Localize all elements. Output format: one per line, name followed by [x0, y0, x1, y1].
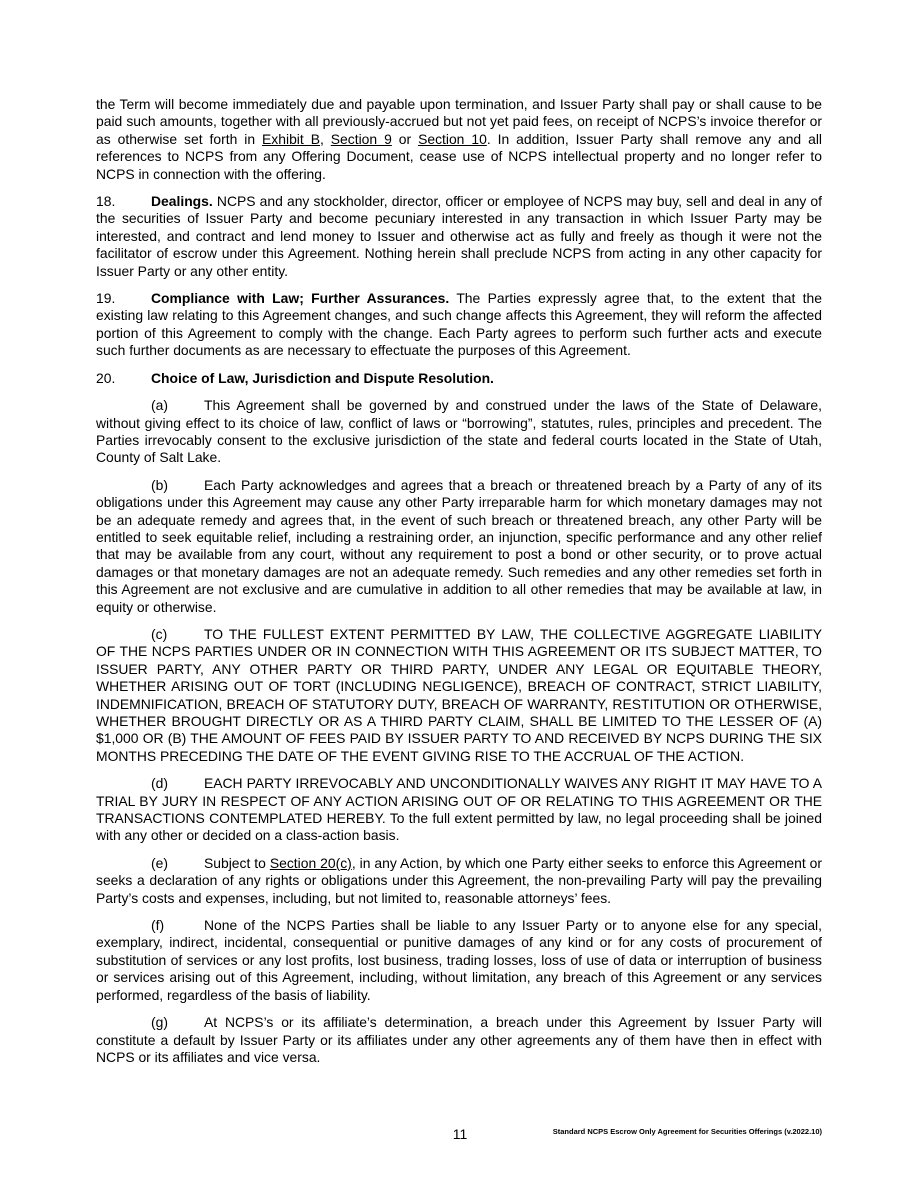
subsection-d: (d) EACH PARTY IRREVOCABLY AND UNCONDITIONALLY WAIVES ANY RIGHT IT MAY HAVE TO A TRIAL BY JURY IN RESPECT OF ANY ACTION ARISING OUT OF OR RELATING TO THIS AGREEMENT OR THE TRANSACTIONS CONTEMPLATED HEREBY. To the full extent permitted by law, no legal proceeding shall be joined with any other or decided on a class-action basis. — [96, 775, 822, 844]
section-title: Choice of Law, Jurisdiction and Dispute Resolution. — [151, 369, 494, 386]
subsection-f: (f) None of the NCPS Parties shall be liable to any Issuer Party or to anyone else for any special, exemplary, indirect, incidental, consequential or punitive damages of any kind or for any costs of procurement of substitution of services or any lost profits, lost business, trading losses, loss of use of data or interruption of business or services arising out of this Agreement, including, without limitation, any breach of this Agreement or any services performed, regardless of the basis of liability. — [96, 917, 822, 1003]
subsection-b: (b) Each Party acknowledges and agrees that a breach or threatened breach by a Party of any of its obligations under this Agreement may cause any other Party irreparable harm for which monetary damages may not be an adequate remedy and agrees that, in the event of such breach or threatened breach, any other Party will be entitled to seek equitable relief, including a restraining order, an injunction, specific performance and any other relief that may be available from any court, without any requirement to post a bond or other security, or to prove actual damages or that monetary damages are not an adequate remedy. Such remedies and any other remedies set forth in this Agreement are not exclusive and are cumulative in addition to all other remedies that may be available at law, in equity or otherwise. — [96, 476, 822, 615]
section-number: 19. — [96, 290, 116, 307]
section-number: 20. — [96, 369, 116, 386]
document-page — [96, 96, 822, 1076]
section-9-link[interactable]: Section 9 — [330, 130, 392, 147]
subsection-e: (e) Subject to Section 20(c), in any Action, by which one Party either seeks to enforce this Agreement or seeks a declaration of any rights or obligations under this Agreement, the non-prevailing Party will pay the prevailing Party’s costs and expenses, including, but not limited to, reasonable attorneys’ fees. — [96, 854, 822, 906]
subsection-g: (g) At NCPS’s or its affiliate’s determination, a breach under this Agreement by Issuer Party will constitute a default by Issuer Party or its affiliates under any other agreements any of them have then in effect with NCPS or its affiliates and vice versa. — [96, 1014, 822, 1065]
footer-document-title: Standard NCPS Escrow Only Agreement for Securities Offerings (v.2022.10) — [552, 1127, 822, 1136]
section-number: 18. — [96, 193, 116, 210]
section-10-link[interactable]: Section 10 — [418, 130, 487, 147]
exhibit-b-link[interactable]: Exhibit B — [262, 130, 320, 147]
section-20c-link[interactable]: Section 20(c) — [269, 854, 352, 871]
section-18: 18. Dealings. NCPS and any stockholder, director, officer or employee of NCPS may buy, sell and deal in any of the securities of Issuer Party and become pecuniary interested in any transaction in which Issuer Party may be interested, and contract and lend money to Issuer and otherwise act as fully and freely as though it were not the facilitator of escrow under this Agreement. Nothing herein shall preclude NCPS from acting in any other capacity for Issuer Party or any other entity. — [96, 193, 822, 279]
section-title: Compliance with Law; Further Assurances. — [151, 290, 450, 307]
section-20-heading — [96, 370, 822, 387]
subsection-c: (c) TO THE FULLEST EXTENT PERMITTED BY LAW, THE COLLECTIVE AGGREGATE LIABILITY OF THE NCPS PARTIES UNDER OR IN CONNECTION WITH THIS AGREEMENT OR ITS SUBJECT MATTER, TO ISSUER PARTY, ANY OTHER PARTY OR THIRD PARTY, UNDER ANY LEGAL OR EQUITABLE THEORY, WHETHER ARISING OUT OF TORT (INCLUDING NEGLIGENCE), BREACH OF CONTRACT, STRICT LIABILITY, INDEMNIFICATION, BREACH OF STATUTORY DUTY, BREACH OF WARRANTY, RESTITUTION OR OTHERWISE, WHETHER BROUGHT DIRECTLY OR AS A THIRD PARTY CLAIM, SHALL BE LIMITED TO THE LESSER OF (A) $1,000 OR (B) THE AMOUNT OF FEES PAID BY ISSUER PARTY TO AND RECEIVED BY NCPS DURING THE SIX MONTHS PRECEDING THE DATE OF THE EVENT GIVING RISE TO THE ACCRUAL OF THE ACTION. — [96, 625, 822, 764]
intro-paragraph: the Term will become immediately due and payable upon termination, and Issuer Party shall pay or shall cause to be paid such amounts, together with all previously-accrued but not yet paid fees, on receipt of NCPS’s invoice therefor or as otherwise set forth in Exhibit B, Section 9 or Section 10. In addition, Issuer Party shall remove any and all references to NCPS from any Offering Document, cease use of NCPS intellectual property and no longer refer to NCPS in connection with the offering. — [96, 96, 822, 182]
subsection-a: (a) This Agreement shall be governed by and construed under the laws of the State of Delaware, without giving effect to its choice of law, conflict of laws or “borrowing”, statutes, rules, principles and precedent. The Parties irrevocably consent to the exclusive jurisdiction of the state and federal courts located in the State of Utah, County of Salt Lake. — [96, 397, 822, 466]
section-19: 19. Compliance with Law; Further Assurances. The Parties expressly agree that, to the extent that the existing law relating to this Agreement changes, and such change affects this Agreement, they will reform the affected portion of this Agreement to comply with the change. Each Party agrees to perform such further acts and execute such further documents as are necessary to effectuate the purposes of this Agreement. — [96, 290, 822, 359]
page-number: 11 — [452, 1126, 468, 1142]
section-title: Dealings. — [151, 193, 213, 210]
